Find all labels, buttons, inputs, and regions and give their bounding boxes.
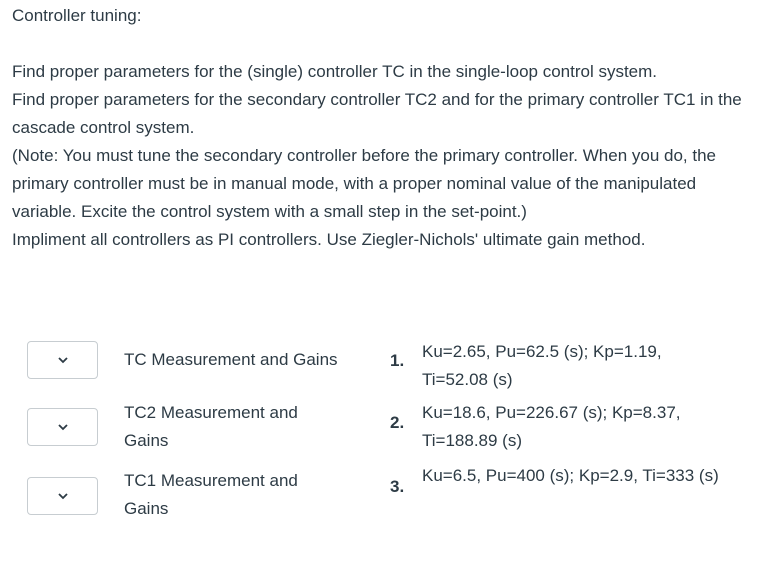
option-text-1: Ku=2.65, Pu=62.5 (s); Kp=1.19, Ti=52.08 (s) [422, 342, 662, 389]
prompt-label-tc: TC Measurement and Gains [124, 350, 338, 369]
option-number-2: 2. [390, 413, 405, 432]
question-text [12, 58, 747, 254]
match-select-tc2[interactable] [27, 408, 98, 446]
chevron-down-icon [57, 492, 69, 500]
paragraph-4: Impliment all controllers as PI controllers. Use Ziegler-Nichols' ultimate gain method. [12, 230, 646, 249]
option-text-2: Ku=18.6, Pu=226.67 (s); Kp=8.37, Ti=188.89 (s) [422, 403, 681, 450]
chevron-down-icon [57, 423, 69, 431]
question-title: Controller tuning: [12, 6, 142, 25]
paragraph-2: Find proper parameters for the secondary controller TC2 and for the primary controller TC1 in the cascade control system. [12, 90, 742, 137]
paragraph-1: Find proper parameters for the (single) controller TC in the single-loop control system. [12, 62, 658, 81]
prompt-label-tc2: TC2 Measurement and Gains [124, 403, 298, 450]
option-text-3: Ku=6.5, Pu=400 (s); Kp=2.9, Ti=333 (s) [422, 466, 719, 485]
prompt-label-tc1: TC1 Measurement and Gains [124, 471, 298, 518]
option-number-3: 3. [390, 477, 405, 496]
chevron-down-icon [57, 356, 69, 364]
paragraph-3: (Note: You must tune the secondary controller before the primary controller. When you do, the primary controller must be in manual mode, with a proper nominal value of the manipulated variable. Excite the control system with a small step in the set-point.) [12, 146, 716, 221]
match-select-tc[interactable] [27, 341, 98, 379]
option-number-1: 1. [390, 351, 405, 370]
match-select-tc1[interactable] [27, 477, 98, 515]
